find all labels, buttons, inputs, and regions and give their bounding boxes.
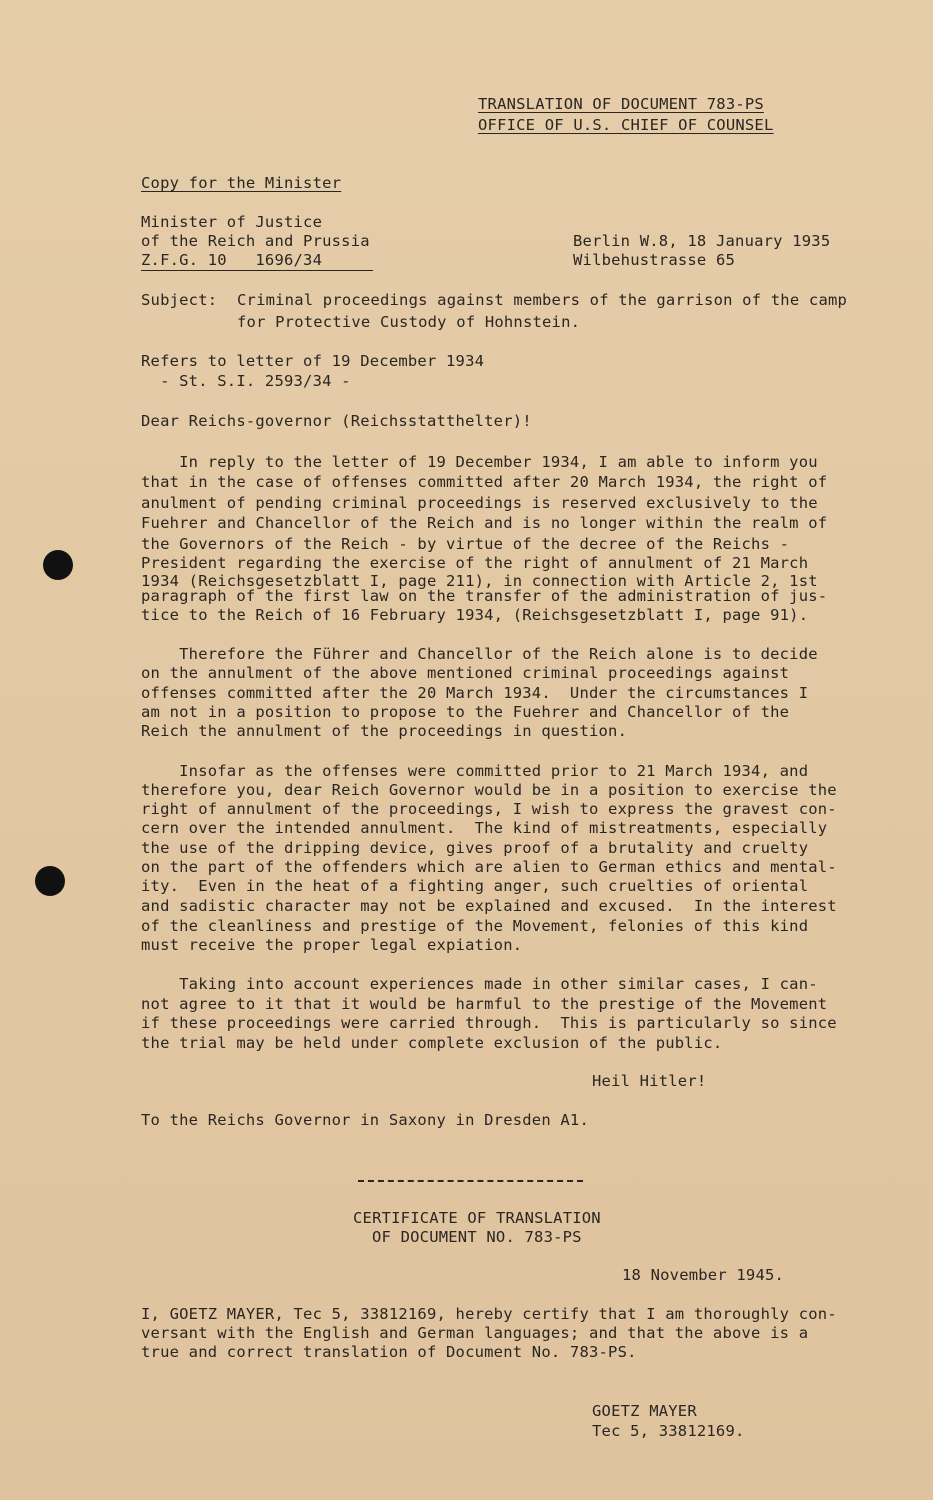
paragraph-3-line: and sadistic character may not be explained and excused. In the interest bbox=[141, 897, 837, 915]
punch-hole-top bbox=[43, 550, 73, 580]
salutation: Dear Reichs-governor (Reichsstatthelter)! bbox=[141, 412, 532, 430]
paragraph-2-line: Reich the annulment of the proceedings in question. bbox=[141, 722, 628, 740]
certificate-body-line: I, GOETZ MAYER, Tec 5, 33812169, hereby certify that I am thoroughly con- bbox=[141, 1305, 837, 1323]
paragraph-4-line: the trial may be held under complete exclusion of the public. bbox=[141, 1034, 723, 1052]
paragraph-3-line: Insofar as the offenses were committed prior to 21 March 1934, and bbox=[141, 762, 809, 780]
paragraph-1-line: the Governors of the Reich - by virtue of the decree of the Reichs - bbox=[141, 535, 790, 553]
punch-hole-bottom bbox=[35, 866, 65, 896]
paragraph-2-line: Therefore the Führer and Chancellor of the Reich alone is to decide bbox=[141, 645, 818, 663]
paragraph-3-line: must receive the proper legal expiation. bbox=[141, 936, 523, 954]
signature-rank-serial: Tec 5, 33812169. bbox=[592, 1422, 745, 1440]
separator-line bbox=[358, 1180, 583, 1182]
paragraph-1-line: In reply to the letter of 19 December 1934, I am able to inform you bbox=[141, 453, 818, 471]
paragraph-3-line: ity. Even in the heat of a fighting anger, such cruelties of oriental bbox=[141, 877, 809, 895]
paragraph-2-line: am not in a position to propose to the Fuehrer and Chancellor of the bbox=[141, 703, 790, 721]
paragraph-3-line: of the cleanliness and prestige of the Movement, felonies of this kind bbox=[141, 917, 809, 935]
paragraph-3-line: right of annulment of the proceedings, I wish to express the gravest con- bbox=[141, 800, 837, 818]
signature-name: GOETZ MAYER bbox=[592, 1402, 697, 1420]
sender-line-2: of the Reich and Prussia bbox=[141, 232, 370, 250]
paragraph-1-line: paragraph of the first law on the transfer of the administration of jus- bbox=[141, 587, 828, 605]
paragraph-4-line: Taking into account experiences made in other similar cases, I can- bbox=[141, 975, 818, 993]
subject-line-1: Criminal proceedings against members of the garrison of the camp bbox=[237, 291, 848, 309]
paragraph-3-line: therefore you, dear Reich Governor would be in a position to exercise the bbox=[141, 781, 837, 799]
certificate-title-1: CERTIFICATE OF TRANSLATION bbox=[353, 1209, 601, 1227]
certificate-title-2: OF DOCUMENT NO. 783-PS bbox=[372, 1228, 582, 1246]
subject-line-2: for Protective Custody of Hohnstein. bbox=[237, 313, 581, 331]
sender-reference: Z.F.G. 10 1696/34 bbox=[141, 251, 323, 269]
paragraph-1-line: that in the case of offenses committed after 20 March 1934, the right of bbox=[141, 473, 828, 491]
place-date: Berlin W.8, 18 January 1935 bbox=[573, 232, 831, 250]
copy-note: Copy for the Minister bbox=[141, 174, 342, 192]
header-line-2: OFFICE OF U.S. CHIEF OF COUNSEL bbox=[478, 116, 774, 134]
paragraph-4-line: not agree to it that it would be harmful to the prestige of the Movement bbox=[141, 995, 828, 1013]
sender-line-1: Minister of Justice bbox=[141, 213, 323, 231]
address: Wilbehustrasse 65 bbox=[573, 251, 736, 269]
closing: Heil Hitler! bbox=[592, 1072, 707, 1090]
addressee: To the Reichs Governor in Saxony in Dresden A1. bbox=[141, 1111, 589, 1129]
paragraph-1-line: anulment of pending criminal proceedings is reserved exclusively to the bbox=[141, 494, 818, 512]
refers-line-2: - St. S.I. 2593/34 - bbox=[141, 372, 351, 390]
paragraph-3-line: the use of the dripping device, gives proof of a brutality and cruelty bbox=[141, 839, 809, 857]
paragraph-2-line: on the annulment of the above mentioned criminal proceedings against bbox=[141, 664, 790, 682]
subject-label: Subject: bbox=[141, 291, 218, 309]
paragraph-1-line: President regarding the exercise of the right of annulment of 21 March bbox=[141, 554, 809, 572]
refers-line-1: Refers to letter of 19 December 1934 bbox=[141, 352, 485, 370]
certificate-body-line: true and correct translation of Document No. 783-PS. bbox=[141, 1343, 637, 1361]
paragraph-1-line: tice to the Reich of 16 February 1934, (Reichsgesetzblatt I, page 91). bbox=[141, 606, 809, 624]
sender-underline bbox=[141, 270, 373, 271]
header-line-1: TRANSLATION OF DOCUMENT 783-PS bbox=[478, 95, 764, 113]
paragraph-3-line: on the part of the offenders which are alien to German ethics and mental- bbox=[141, 858, 837, 876]
paragraph-1-line: Fuehrer and Chancellor of the Reich and is no longer within the realm of bbox=[141, 514, 828, 532]
paragraph-1-line: 1934 (Reichsgesetzblatt I, page 211), in connection with Article 2, 1st bbox=[141, 572, 818, 590]
paragraph-2-line: offenses committed after the 20 March 1934. Under the circumstances I bbox=[141, 684, 809, 702]
certificate-body-line: versant with the English and German languages; and that the above is a bbox=[141, 1324, 809, 1342]
paragraph-3-line: cern over the intended annulment. The kind of mistreatments, especially bbox=[141, 819, 828, 837]
certificate-date: 18 November 1945. bbox=[622, 1266, 785, 1284]
paragraph-4-line: if these proceedings were carried through. This is particularly so since bbox=[141, 1014, 837, 1032]
